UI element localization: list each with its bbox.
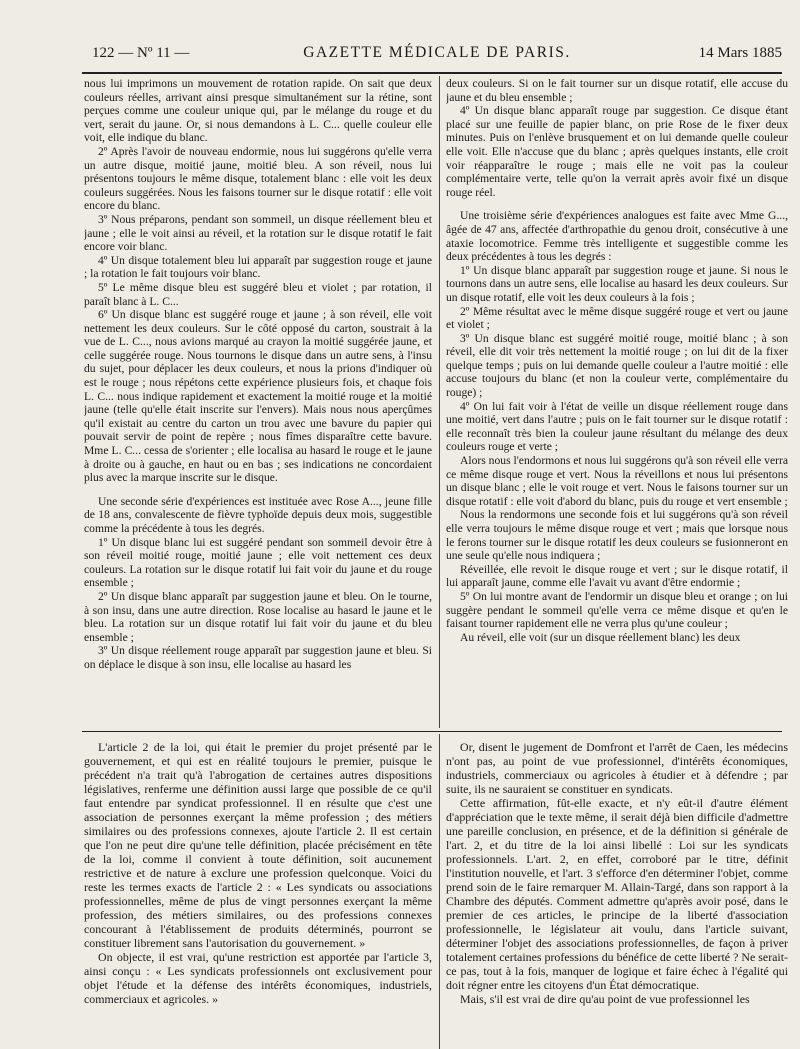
paragraph: Or, disent le jugement de Domfront et l'arrêt de Caen, les médecins n'ont pas, au point de vue professionnel, d'intérêts économiques, industriels, commerciaux ou agricoles à étudier et à défendre ; par suite, ils ne sauraient se constituer en syndicats. xyxy=(446,740,788,796)
paragraph: 1º Un disque blanc lui est suggéré pendant son sommeil devoir être à son réveil moitié rouge, moitié jaune ; elle voit nettement ces deux couleurs. La rotation sur le disque rotatif lui fait voir du jaune et du rouge ensemble ; xyxy=(84,535,432,590)
column-right-bottom xyxy=(446,740,788,1045)
column-divider xyxy=(439,76,440,728)
paragraph: Réveillée, elle revoit le disque rouge et vert ; sur le disque rotatif, il lui apparaît jaune, comme elle l'avait vu avant d'être endormie ; xyxy=(446,562,788,590)
paragraph: Cette affirmation, fût-elle exacte, et n'y eût-il d'autre élément d'appréciation que le texte même, il serait déjà bien difficile d'admettre une pareille conclusion, en présence, et de la définition si générale de l'art. 2, et du titre de la loi ainsi libellé : Loi sur les syndicats professionnels. L'art. 2, en effet, corroboré par le titre, définit l'institution nouvelle, et l'art. 3 s'efforce d'en déterminer l'objet, comme prend soin de le faire remarquer M. Allain-Targé, dans son rapport à la Chambre des députés. Comment admettre qu'après avoir posé, dans le premier de ces articles, le principe de la liberté d'association professionnelle, le législateur ait voulu, dans l'article suivant, déterminer l'objet des associations professionnelles, de façon à priver totalement certaines professions du bénéfice de cette liberté ? Ne serait-ce pas, tout à la fois, manquer de logique et faire échec à l'égalité qui doit régner entre les citoyens d'un État démocratique. xyxy=(446,796,788,992)
paragraph: 4º Un disque totalement bleu lui apparaît par suggestion rouge et jaune ; la rotation le fait toujours voir blanc. xyxy=(84,253,432,281)
paragraph: 6º Un disque blanc est suggéré rouge et jaune ; à son réveil, elle voit nettement les deux couleurs. Sur le côté opposé du carton, soustrait à la vue de L. C..., nous avions marqué au crayon la moitié suggérée jaune, et celle suggérée rouge. Nous tournons le disque dans un autre sens, à l'insu du sujet, pour déplacer les deux couleurs, et nous la prions d'indiquer où est le rouge ; nous répétons cette expérience plusieurs fois, et chaque fois L. C... nous indique rapidement et exactement la moitié rouge et la moitié jaune (telle qu'elle était inscrite sur l'envers). Mais nous nous aperçûmes qu'il existait au centre du carton un trou avec une bavure du papier qui pouvait servir de point de repère ; nous fîmes disparaître cette bavure. Mme L. C... cessa de s'orienter ; elle localisa au hasard le rouge et le jaune à droite ou à gauche, en haut ou en bas ; ses indications ne concordaient plus avec la marque inscrite sur le disque. xyxy=(84,308,432,485)
paragraph: Alors nous l'endormons et nous lui suggérons qu'à son réveil elle verra ce même disque rouge et vert. Nous la réveillons et nous lui présentons un disque blanc ; elle le voit rouge et vert. Nous le faisons tourner sur un disque rotatif : elle voit d'abord du blanc, puis du rouge et vert ensemble ; xyxy=(446,454,788,508)
paragraph: Au réveil, elle voit (sur un disque réellement blanc) les deux xyxy=(460,630,741,644)
paragraph: 2º Après l'avoir de nouveau endormie, nous lui suggérons qu'elle verra un autre disque, moitié jaune, moitié bleu. A son réveil, nous lui présentons toujours le même disque, totalement blanc : elle voit les deux couleurs suggérées. Nous les faisons tourner sur le disque rotatif : elle voit encore du blanc. xyxy=(84,144,432,213)
journal-title: GAZETTE MÉDICALE DE PARIS. xyxy=(303,44,571,61)
paragraph: Mais, s'il est vrai de dire qu'au point de vue professionnel les xyxy=(460,992,750,1006)
column-left-bottom xyxy=(84,740,432,1045)
section-rule xyxy=(82,731,782,732)
page-header xyxy=(92,44,782,66)
paragraph: 3º Nous préparons, pendant son sommeil, un disque réellement bleu et jaune ; elle le voit ainsi au réveil, et la rotation sur le disque rotatif le fait encore voir blanc. xyxy=(84,212,432,254)
paragraph: 5º Le même disque bleu est suggéré bleu et violet ; par rotation, il paraît blanc à L. C... xyxy=(84,280,432,308)
paragraph: 4º On lui fait voir à l'état de veille un disque réellement rouge dans une moitié, vert dans l'autre ; puis on le fait tourner sur le disque rotatif : elle reconnaît très bien la couleur jaune résultant du mélange des deux couleurs rouge et verte ; xyxy=(446,399,788,454)
page-number: 122 — Nº 11 — xyxy=(92,45,190,61)
header-rule xyxy=(82,72,782,74)
paragraph: 3º Un disque blanc est suggéré moitié rouge, moitié blanc ; à son réveil, elle dit voir très nettement la moitié rouge ; on lui dit de la fixer quelque temps ; puis on lui demande quelle couleur a l'autre moitié : elle accuse toujours du blanc (et non la couleur verte, complémentaire du rouge) ; xyxy=(446,331,788,400)
paragraph: Une seconde série d'expériences est instituée avec Rose A..., jeune fille de 18 ans, convalescente de fièvre typhoïde depuis deux mois, suggestible comme la précédente à tous les degrés. xyxy=(84,494,432,535)
paragraph: On objecte, il est vrai, qu'une restriction est apportée par l'article 3, ainsi conçu : « Les syndicats professionnels ont exclusivement pour objet l'étude et la défense des intérêts économiques, industriels, commerciaux et agricoles. » xyxy=(84,950,432,1006)
paragraph: L'article 2 de la loi, qui était le premier du projet présenté par le gouvernement, et qui est en réalité toujours le premier, puisque le précédent n'a trait qu'à l'abrogation de certaines autres dispositions législatives, renferme une définition aussi large que possible de ce qu'il faut entendre par syndicat professionnel. Il en résulte que c'est une association de personnes exerçant la même profession ; des métiers similaires ou des professions connexes, ajoute l'article 2. Il est certain que l'on ne peut dire qu'une telle définition, placée précisément en tête de la loi, comme il convient à toute définition, soit aucunement restrictive et de nature à exclure une profession quelconque. Voici du reste les termes exacts de l'article 2 : « Les syndicats ou associations professionnelles, même de plus de vingt personnes exerçant la même profession, des métiers similaires, ou des professions connexes concourant à l'établissement de produits déterminés, pourront se constituer librement sans l'autorisation du gouvernement. » xyxy=(84,740,432,950)
column-left-top xyxy=(84,77,432,725)
paragraph: Nous la rendormons une seconde fois et lui suggérons qu'à son réveil elle verra toujours le même disque rouge et vert ; mais que lorsque nous le ferons tourner sur le disque rotatif les deux couleurs se fusionneront en une seule qu'elle nous indiquera ; xyxy=(446,508,788,563)
paragraph: nous lui imprimons un mouvement de rotation rapide. On sait que deux couleurs réelles, arrivant ainsi presque simultanément sur la rétine, sont perçues comme une couleur unique qui, par le mélange du rouge et du vert, serait du jaune. Or, si nous demandons à L. C... quelle couleur elle voit, elle indique du blanc. xyxy=(84,77,432,145)
paragraph: deux couleurs. Si on le fait tourner sur un disque rotatif, elle accuse du jaune et du bleu ensemble ; xyxy=(446,77,788,104)
paragraph: 4º Un disque blanc apparaît rouge par suggestion. Ce disque étant placé sur une feuille de papier blanc, on prie Rose de le fixer deux minutes. Puis on l'enlève brusquement et on lui demande quelle couleur elle voit. Elle n'accuse que du blanc ; après quelques instants, elle croit voir réapparaître le rouge ; mais elle ne voit pas la couleur complémentaire verte, telle qu'on la verrait après avoir fixé un disque rouge réel. xyxy=(446,104,788,199)
column-right-top xyxy=(446,77,788,725)
paragraph: 2º Un disque blanc apparaît par suggestion jaune et bleu. On le tourne, à son insu, dans une autre direction. Rose localise au hasard le jaune et le bleu. La rotation sur un disque rotatif lui fait voir du jaune et du bleu ensemble ; xyxy=(84,589,432,644)
paragraph: 2º Même résultat avec le même disque suggéré rouge et vert ou jaune et violet ; xyxy=(446,304,788,332)
paragraph: 1º Un disque blanc apparaît par suggestion rouge et jaune. Si nous le tournons dans un autre sens, elle localise au hasard les deux couleurs. Sur un disque rotatif, elle voit les deux couleurs à la fois ; xyxy=(446,263,788,304)
column-divider-bottom xyxy=(439,734,440,1049)
issue-date: 14 Mars 1885 xyxy=(698,45,782,61)
paragraph: Une troisième série d'expériences analogues est faite avec Mme G..., âgée de 47 ans, affectée d'arthropathie du genou droit, consécutive à une ataxie locomotrice. Femme très intelligente et suggestible comme les deux précédentes à tous les degrés : xyxy=(446,209,788,264)
paragraph: 3º Un disque réellement rouge apparaît par suggestion jaune et bleu. Si on déplace le disque à son insu, elle localise au hasard les xyxy=(84,644,432,671)
paragraph: 5º On lui montre avant de l'endormir un disque bleu et orange ; on lui suggère pendant le sommeil qu'elle verra ce même disque et qu'en le faisant tourner rapidement elle ne verra plus qu'une couleur ; xyxy=(446,589,788,631)
